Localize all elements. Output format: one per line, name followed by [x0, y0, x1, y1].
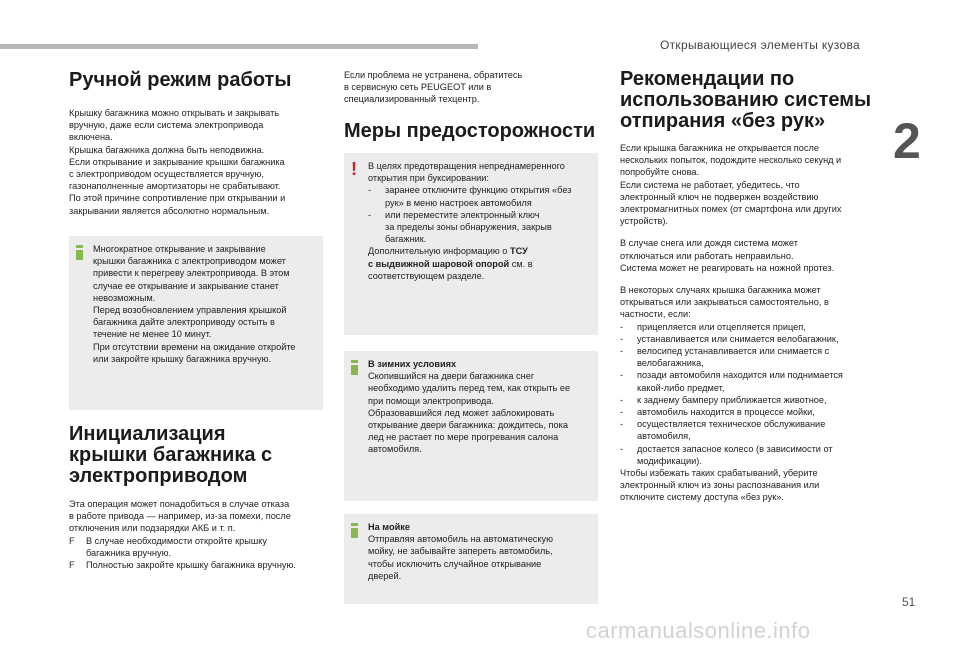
text-line: невозможным.: [93, 292, 156, 303]
heading-precautions: Меры предосторожности: [344, 119, 596, 142]
text-line: в сервисную сеть PEUGEOT или в: [344, 82, 492, 93]
init-section: [69, 424, 325, 571]
text-line: вручную, даже если система электропривода: [69, 120, 264, 131]
text-line: Перед возобновлением управления крышкой: [93, 305, 287, 316]
text-line: багажника дайте электроприводу остыть в: [93, 317, 275, 328]
list-item: F В случае необходимости откройте крышку багажника вручную.: [69, 535, 267, 558]
list-item: - позади автомобиля находится или поднимается какой-либо предмет,: [620, 370, 843, 393]
text-line: По этой причине сопротивление при открывании и: [69, 193, 286, 204]
header-rule: [0, 44, 478, 49]
section-title: Открывающиеся элементы кузова: [660, 38, 860, 52]
heading-initialization: Инициализация крышки багажника с электроприводом: [69, 423, 273, 487]
list-item: - прицепляется или отцепляется прицеп,: [620, 321, 806, 332]
info-icon: [351, 360, 358, 375]
text-line: Если проблема не устранена, обратитесь: [344, 70, 523, 80]
list-item: - к заднему бамперу приближается животное,: [620, 394, 827, 405]
column-3: Рекомендации по использованию системы отпирания «без рук» Если крышка багажника не открывается после нескольких попыток, подождите несколько секунд и попробуйте снова. Если система не работает, убедитесь, что электронный ключ не подвержен воздействию электромагнитных помех (от смартфона или других устройств). В случае снега или дождя система может отключаться или работать неправильно. Система может не реагировать на ножной протез. В некоторых случаях крышка багажника может открываться или закрываться самостоятельно, в частности, если: - прицепляется или отцепляется прицеп, - устанавливается или снимается велобагажник, - велосипед устанавливается или снимается с велобагажника, - позади автомобиля находится или поднимается какой-либо предмет, - к заднему бамперу приближается животное, - автомобиль находится в процессе мойки, - осуществляется техническое обслуживание автомобиля, - достается запасное колесо (в зависимости от модификации). Чтобы избежать таких срабатываний, уберите электронный ключ из зоны распознавания или отключите систему доступа «без рук».: [620, 64, 874, 504]
text-line: случае ее открывание и закрывание станет: [93, 280, 279, 291]
list-item: - автомобиль находится в процессе мойки,: [620, 407, 815, 418]
text-line: Многократное открывание и закрывание: [93, 244, 266, 254]
text-line: специализированный техцентр.: [344, 94, 480, 105]
warning-box-towing: ! В целях предотвращения непреднамеренного открытия при буксировании: - заранее отключите функцию открытия «без рук» в меню настроек автомобиля - или переместите электронный ключ за пределы зоны обнаружения, закрыв багажник. Дополнительную информацию о ТСУ с выдвижной шаровой опорой см. в соответствующем разделе.: [344, 153, 598, 335]
page-number: 51: [902, 595, 916, 609]
init-steps: [69, 535, 325, 572]
info-box-overheat: [69, 236, 323, 410]
list-item: - велосипед устанавливается или снимается с велобагажника,: [620, 346, 830, 369]
text-line: привести к перегреву электропривода. В этом: [93, 268, 290, 279]
text-line: течение не менее 10 минут.: [93, 329, 212, 340]
list-item: - достается запасное колесо (в зависимости от модификации).: [620, 443, 833, 466]
heading-handsfree-recommendations: Рекомендации по использованию системы отпирания «без рук»: [620, 68, 872, 132]
list-item: - или переместите электронный ключ за пределы зоны обнаружения, закрыв багажник.: [368, 209, 552, 245]
text-line: крышки багажника с электроприводом может: [93, 256, 286, 267]
list-item: - устанавливается или снимается велобагажник,: [620, 333, 839, 344]
text-line: с электроприводом осуществляется вручную,: [69, 169, 264, 180]
list-item: - осуществляется техническое обслуживание автомобиля,: [620, 419, 826, 442]
self-open-cases: [620, 321, 874, 467]
column-1: [69, 64, 325, 217]
text-line: Крышку багажника можно открывать и закрывать: [69, 108, 280, 118]
box-title: В зимних условиях: [368, 359, 457, 369]
info-icon: [76, 245, 83, 260]
list-item: - заранее отключите функцию открытия «без рук» в меню настроек автомобиля: [368, 185, 572, 208]
text-line: При отсутствии времени на ожидание откройте: [93, 341, 296, 352]
text-line: Эта операция может понадобиться в случае отказа: [69, 499, 290, 509]
list-item: F Полностью закройте крышку багажника вручную.: [69, 560, 296, 571]
box-title: На мойке: [368, 522, 410, 532]
column-2: [344, 64, 600, 142]
chapter-number: 2: [893, 113, 921, 169]
text-line: отключения или подзарядки АКБ и т. п.: [69, 523, 236, 534]
watermark: carmanualsonline.info: [586, 618, 811, 643]
info-icon: [351, 523, 358, 538]
manual-mode-text: [69, 107, 325, 217]
info-box-carwash: На мойке Отправляя автомобиль на автоматическую мойку, не забывайте запереть автомобиль, чтобы исключить случайное открывание дверей.: [344, 514, 598, 604]
info-box-winter: В зимних условиях Скопившийся на двери багажника снег необходимо удалить перед тем, как открыть ее при помощи электропривода. Образовавшийся лед может заблокировать открывание двери багажника: дождитесь, пока лед не растает по мере прогревания салона автомобиля.: [344, 351, 598, 501]
heading-manual-mode: Ручной режим работы: [69, 69, 292, 91]
text-line: газонаполненные амортизаторы не срабатывают.: [69, 181, 281, 192]
text-line: включена.: [69, 132, 113, 143]
text-line: в работе привода — например, из-за помехи, после: [69, 511, 291, 522]
warning-icon: !: [351, 159, 357, 179]
text-line: закрывании является абсолютно нормальным.: [69, 205, 270, 216]
text-line: или закройте крышку багажника вручную.: [93, 353, 272, 364]
text-line: Если открывание и закрывание крышки багажника: [69, 156, 285, 167]
text-line: Крышка багажника должна быть неподвижна.: [69, 144, 265, 155]
